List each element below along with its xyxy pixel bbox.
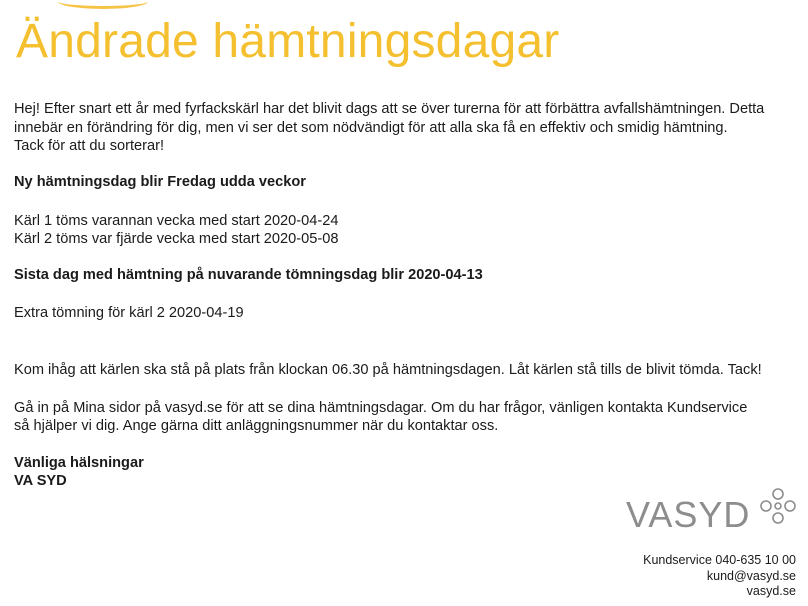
page-title: Ändrade hämtningsdagar bbox=[16, 15, 560, 68]
mina-sidor-line-2: så hjälper vi dig. Ange gärna ditt anläggningsnummer när du kontaktar oss. bbox=[14, 418, 499, 434]
schedule-line-1: Kärl 1 töms varannan vecka med start 2020-04-24 bbox=[14, 213, 339, 229]
contact-phone: Kundservice 040-635 10 00 bbox=[643, 553, 796, 567]
schedule-line-2: Kärl 2 töms var fjärde vecka med start 2020-05-08 bbox=[14, 231, 339, 247]
va-syd-logo bbox=[626, 486, 798, 542]
intro-line-2: innebär en förändring för dig, men vi ser det som nödvändigt för att alla ska få en effektiv och smidig hämtning. bbox=[14, 120, 728, 136]
contact-email: kund@vasyd.se bbox=[706, 568, 796, 583]
contact-website: vasyd.se bbox=[746, 584, 796, 598]
signature-sender: VA SYD bbox=[14, 473, 67, 489]
signature-greeting: Vänliga hälsningar bbox=[14, 455, 144, 471]
new-day-heading: Ny hämtningsdag blir Fredag udda veckor bbox=[14, 174, 306, 190]
extra-collection: Extra tömning för kärl 2 2020-04-19 bbox=[14, 305, 244, 321]
reminder-text: Kom ihåg att kärlen ska stå på plats från klockan 06.30 på hämtningsdagen. Låt kärlen stå tills de blivit tömda. Tack! bbox=[14, 362, 762, 378]
decorative-arc bbox=[58, 0, 148, 9]
last-day-heading: Sista dag med hämtning på nuvarande tömningsdag blir 2020-04-13 bbox=[14, 267, 483, 283]
contact-info bbox=[643, 553, 796, 600]
logo-wordmark: VASYD bbox=[626, 494, 751, 535]
va-syd-flower-icon bbox=[758, 486, 798, 526]
intro-line-3: Tack för att du sorterar! bbox=[14, 138, 165, 154]
intro-line-1: Hej! Efter snart ett år med fyrfackskärl har det blivit dags att se över turerna för att förbättra avfallshämtningen. Detta bbox=[14, 101, 765, 117]
mina-sidor-line-1: Gå in på Mina sidor på vasyd.se för att se dina hämtningsdagar. Om du har frågor, vänligen kontakta Kundservice bbox=[14, 400, 748, 416]
